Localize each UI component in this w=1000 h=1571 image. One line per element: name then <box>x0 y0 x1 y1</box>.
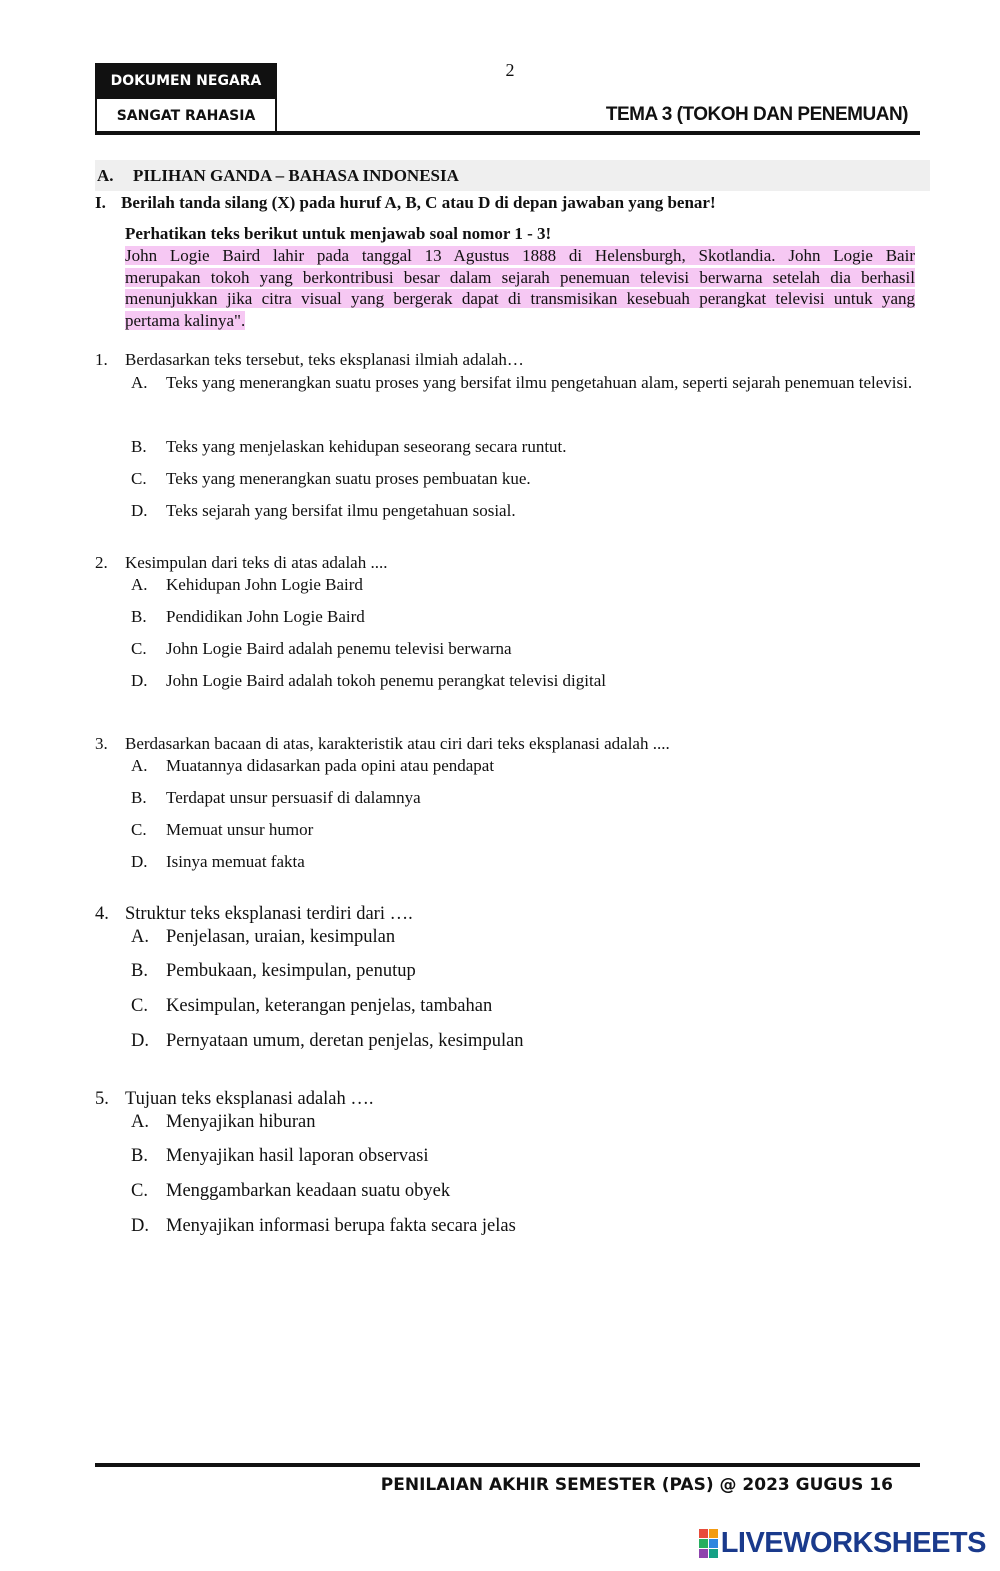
liveworksheets-watermark <box>699 1523 986 1563</box>
option-4c[interactable] <box>131 996 492 1017</box>
logo-square <box>699 1539 708 1548</box>
question-text: Berdasarkan teks tersebut, teks eksplanasi ilmiah adalah… <box>125 350 524 369</box>
option-text: John Logie Baird adalah tokoh penemu perangkat televisi digital <box>166 671 606 690</box>
instruction-text: Berilah tanda silang (X) pada huruf A, B, C atau D di depan jawaban yang benar! <box>121 193 716 212</box>
section-letter: A. <box>97 166 114 185</box>
logo-square <box>699 1529 708 1538</box>
footer-divider <box>95 1463 920 1467</box>
option-4b[interactable] <box>131 961 416 982</box>
option-text: Pernyataan umum, deretan penjelas, kesimpulan <box>166 1031 524 1051</box>
option-text: Pendidikan John Logie Baird <box>166 607 365 626</box>
option-1d[interactable] <box>131 501 516 521</box>
logo-square <box>709 1539 718 1548</box>
option-3c[interactable] <box>131 820 313 840</box>
instruction <box>95 193 716 213</box>
option-5a[interactable] <box>131 1112 316 1133</box>
classification-box <box>95 63 277 135</box>
option-text: John Logie Baird adalah penemu televisi berwarna <box>166 639 512 658</box>
option-text: Penjelasan, uraian, kesimpulan <box>166 927 396 947</box>
question-text: Tujuan teks eksplanasi adalah …. <box>125 1089 374 1109</box>
option-4d[interactable] <box>131 1031 524 1052</box>
section-heading <box>95 160 930 191</box>
option-text: Menyajikan hasil laporan observasi <box>166 1146 429 1166</box>
option-letter: C. <box>131 996 148 1016</box>
option-letter: D. <box>131 671 148 690</box>
option-1c[interactable] <box>131 469 531 489</box>
question-text: Berdasarkan bacaan di atas, karakteristik atau ciri dari teks eksplanasi adalah .... <box>125 734 670 753</box>
liveworksheets-logo-icon <box>699 1529 718 1558</box>
option-2d[interactable] <box>131 671 606 691</box>
option-5b[interactable] <box>131 1146 429 1167</box>
option-text: Isinya memuat fakta <box>166 852 305 871</box>
option-2c[interactable] <box>131 639 512 659</box>
option-letter: D. <box>131 852 148 871</box>
option-2a[interactable] <box>131 575 363 595</box>
question-text: Kesimpulan dari teks di atas adalah .... <box>125 553 388 572</box>
question-5 <box>95 1089 374 1110</box>
option-letter: C. <box>131 820 147 839</box>
option-text: Menggambarkan keadaan suatu obyek <box>166 1181 451 1201</box>
option-text: Menyajikan informasi berupa fakta secara jelas <box>166 1216 516 1236</box>
option-letter: C. <box>131 469 147 488</box>
option-letter: B. <box>131 607 147 626</box>
option-2b[interactable] <box>131 607 365 627</box>
option-letter: B. <box>131 1146 148 1166</box>
question-number: 5. <box>95 1089 109 1109</box>
passage-line: pertama kalinya". <box>125 310 246 330</box>
option-text: Teks yang menerangkan suatu proses pembuatan kue. <box>166 469 531 488</box>
option-text: Terdapat unsur persuasif di dalamnya <box>166 788 421 807</box>
footer-text: PENILAIAN AKHIR SEMESTER (PAS) @ 2023 GUGUS 16 <box>380 1475 893 1495</box>
option-text: Pembukaan, kesimpulan, penutup <box>166 961 416 981</box>
option-letter: C. <box>131 1181 148 1201</box>
option-letter: B. <box>131 437 147 456</box>
option-1a[interactable] <box>131 373 166 393</box>
option-letter: D. <box>131 1031 149 1051</box>
section-title: PILIHAN GANDA – BAHASA INDONESIA <box>133 166 459 185</box>
option-letter: C. <box>131 639 147 658</box>
option-text: Kehidupan John Logie Baird <box>166 575 363 594</box>
option-text: Memuat unsur humor <box>166 820 314 839</box>
logo-square <box>699 1549 708 1558</box>
option-4a[interactable] <box>131 927 395 948</box>
option-5d[interactable] <box>131 1216 516 1237</box>
classification-bottom-label: SANGAT RAHASIA <box>95 99 277 135</box>
option-letter: A. <box>131 927 149 947</box>
header-divider <box>95 131 920 135</box>
logo-square <box>709 1549 718 1558</box>
question-number: 4. <box>95 904 109 924</box>
option-5c[interactable] <box>131 1181 450 1202</box>
option-letter: B. <box>131 961 148 981</box>
question-2 <box>95 553 387 573</box>
option-1a-text[interactable]: Teks yang menerangkan suatu proses yang bersifat ilmu pengetahuan alam, seperti sejarah penemuan televisi. <box>166 373 913 392</box>
reading-passage <box>125 245 915 331</box>
classification-top-label: DOKUMEN NEGARA <box>95 63 277 99</box>
passage-line: John Logie Baird lahir pada tanggal 13 Agustus 1888 di Helensburgh, Skotlandia. John Logie Bair <box>125 246 915 265</box>
reading-title: Perhatikan teks berikut untuk menjawab soal nomor 1 - 3! <box>125 224 552 243</box>
passage-line: menunjukkan jika citra visual yang bergerak dapat di transmisikan kesebuah perangkat televisi untuk yang <box>125 289 915 308</box>
option-letter: B. <box>131 788 147 807</box>
question-number: 1. <box>95 350 108 369</box>
page-number: 2 <box>505 60 515 80</box>
option-text: Menyajikan hiburan <box>166 1112 316 1132</box>
option-letter: A. <box>131 575 148 594</box>
passage-line: merupakan tokoh yang berkontribusi besar dalam sejarah penemuan televisi berwarna setelah dia berhasil <box>125 267 915 287</box>
theme-title: TEMA 3 (TOKOH DAN PENEMUAN) <box>605 104 908 125</box>
question-number: 2. <box>95 553 108 572</box>
option-1b[interactable] <box>131 437 567 457</box>
watermark-text: LIVEWORKSHEETS <box>720 1526 986 1559</box>
logo-square <box>709 1529 718 1538</box>
question-text: Struktur teks eksplanasi terdiri dari …. <box>125 904 413 924</box>
option-letter: A. <box>131 756 148 775</box>
instruction-number: I. <box>95 193 106 212</box>
option-letter: A. <box>131 373 148 392</box>
option-letter: A. <box>131 1112 149 1132</box>
option-letter: D. <box>131 1216 149 1236</box>
question-3 <box>95 734 670 754</box>
option-text: Muatannya didasarkan pada opini atau pendapat <box>166 756 495 775</box>
option-3b[interactable] <box>131 788 421 808</box>
option-text: Teks yang menjelaskan kehidupan seseorang secara runtut. <box>166 437 567 456</box>
option-3a[interactable] <box>131 756 494 776</box>
option-text: Teks sejarah yang bersifat ilmu pengetahuan sosial. <box>166 501 516 520</box>
option-letter: D. <box>131 501 148 520</box>
question-4 <box>95 904 413 925</box>
question-number: 3. <box>95 734 108 753</box>
option-3d[interactable] <box>131 852 305 872</box>
option-text: Kesimpulan, keterangan penjelas, tambahan <box>166 996 493 1016</box>
